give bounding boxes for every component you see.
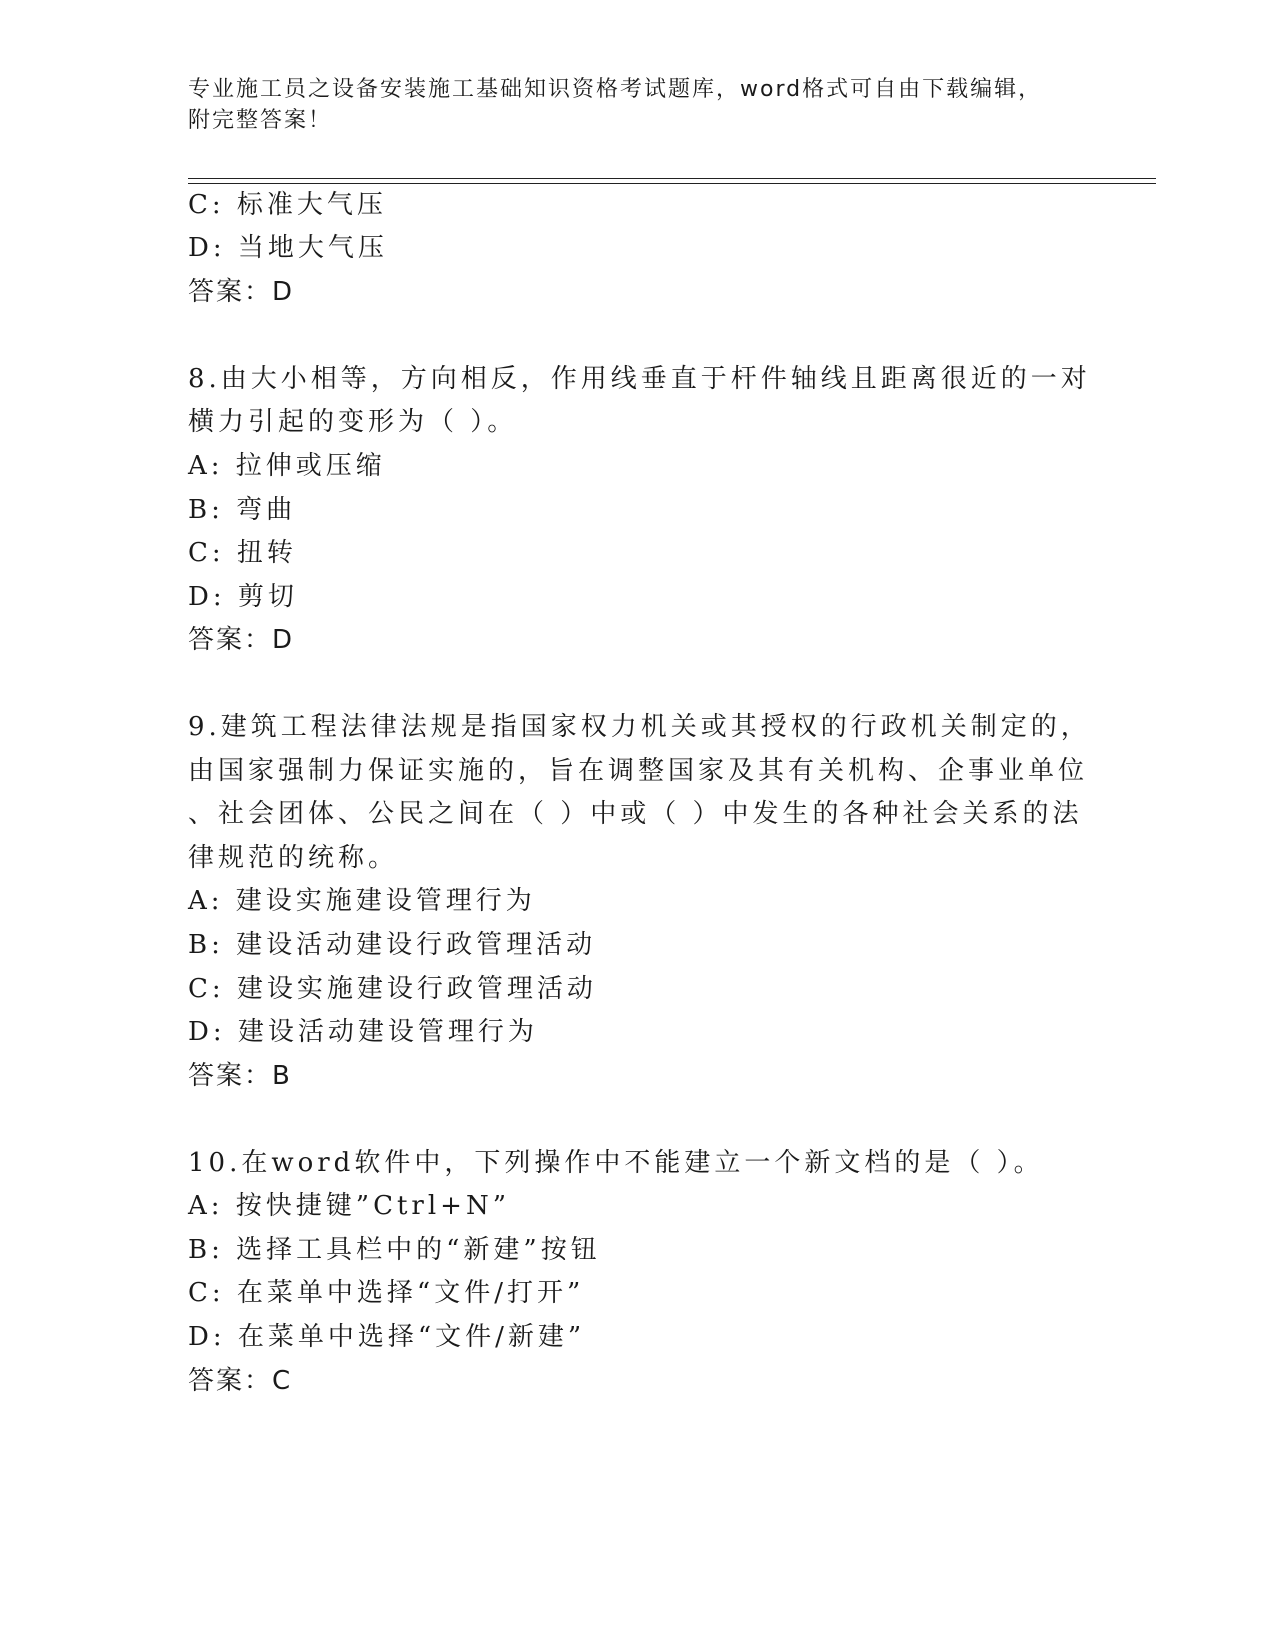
prev-option-d: D: 当地大气压	[188, 233, 388, 263]
q9-answer: 答案：B	[188, 1061, 292, 1091]
q9-option-d: D: 建设活动建设管理行为	[188, 1017, 538, 1047]
q9-stem-line-1: 9.建筑工程法律法规是指国家权力机关或其授权的行政机关制定的，	[188, 712, 1091, 742]
q10-option-b: B: 选择工具栏中的“新建”按钮	[188, 1235, 601, 1265]
q9-stem-line-2: 由国家强制力保证实施的，旨在调整国家及其有关机构、企事业单位	[188, 756, 1089, 786]
q8-stem-line-2: 横力引起的变形为（ ）。	[188, 407, 518, 437]
q9-option-c: C: 建设实施建设行政管理活动	[188, 974, 597, 1004]
q8-stem-line-1: 8.由大小相等，方向相反，作用线垂直于杆件轴线且距离很近的一对	[188, 364, 1091, 394]
q8-option-d: D: 剪切	[188, 582, 298, 612]
q10-answer: 答案：C	[188, 1366, 293, 1396]
prev-option-c: C: 标准大气压	[188, 190, 387, 220]
header-title-line-1: 专业施工员之设备安装施工基础知识资格考试题库，word格式可自由下载编辑，	[188, 77, 1043, 102]
q10-option-a: A: 按快捷键”Ctrl+N”	[188, 1191, 511, 1221]
q8-option-a: A: 拉伸或压缩	[188, 451, 386, 481]
header-title-line-2: 附完整答案！	[188, 108, 333, 133]
q10-stem-line-1: 10.在word软件中，下列操作中不能建立一个新文档的是（ ）。	[188, 1148, 1044, 1178]
q8-option-b: B: 弯曲	[188, 495, 297, 525]
q10-option-d: D: 在菜单中选择“文件/新建”	[188, 1322, 586, 1352]
q9-stem-line-4: 律规范的统称。	[188, 843, 399, 873]
q10-option-c: C: 在菜单中选择“文件/打开”	[188, 1278, 585, 1308]
q9-stem-line-3: 、社会团体、公民之间在（ ）中或（ ）中发生的各种社会关系的法	[188, 799, 1083, 829]
prev-answer: 答案：D	[188, 277, 295, 307]
header-divider-bottom	[188, 183, 1156, 184]
header-divider-top	[188, 178, 1156, 179]
q8-answer: 答案：D	[188, 625, 295, 655]
document-header	[188, 74, 1088, 136]
q8-option-c: C: 扭转	[188, 538, 297, 568]
q9-option-a: A: 建设实施建设管理行为	[188, 886, 536, 916]
q9-option-b: B: 建设活动建设行政管理活动	[188, 930, 597, 960]
